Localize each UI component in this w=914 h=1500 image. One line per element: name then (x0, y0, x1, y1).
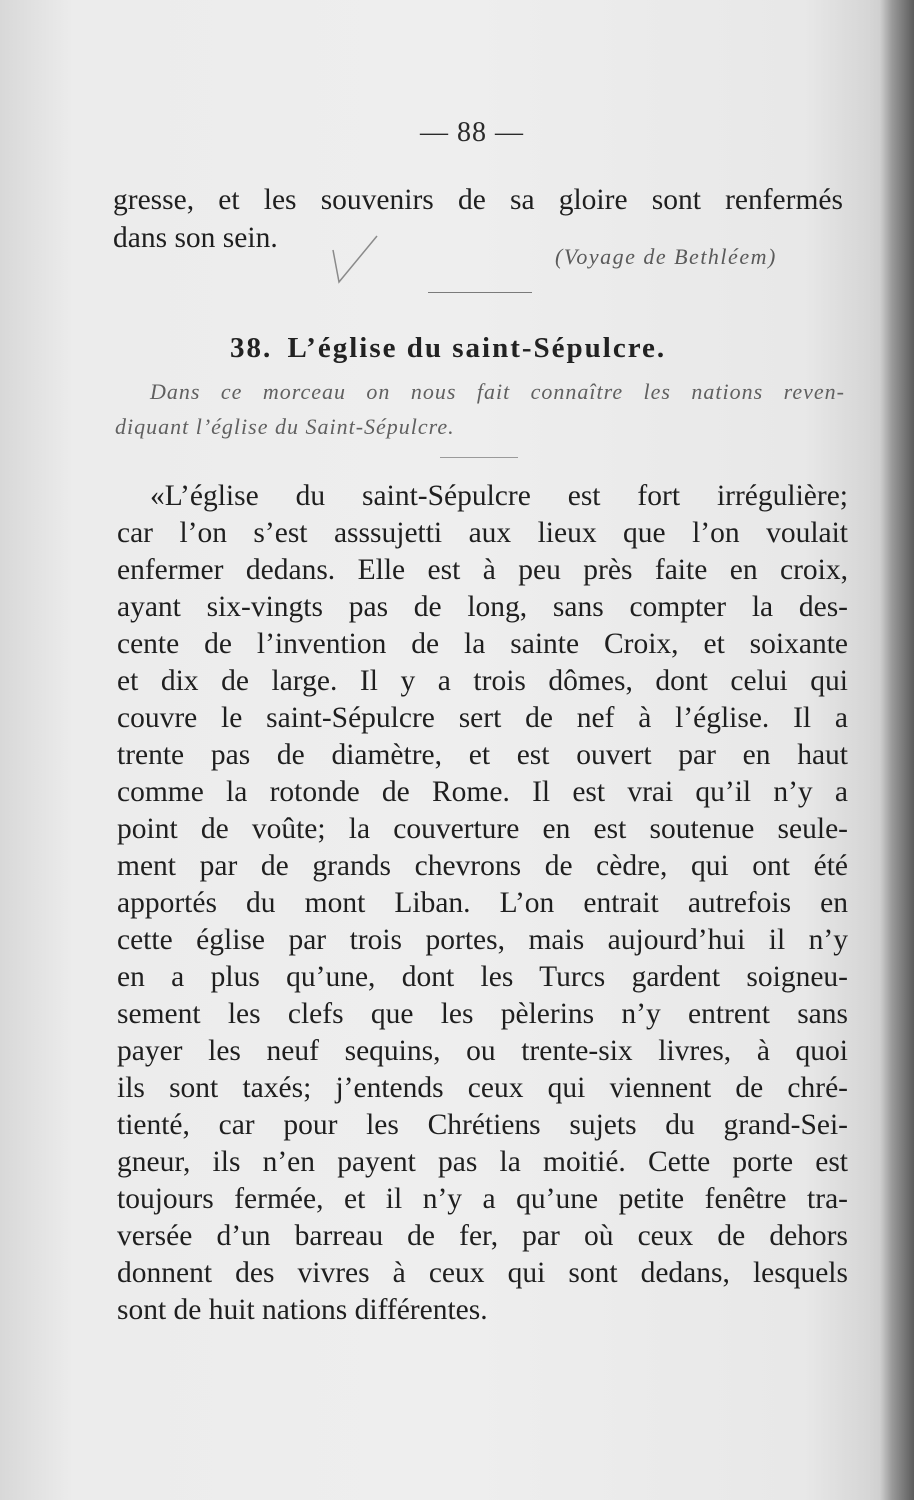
pencil-check-mark (325, 230, 385, 290)
continuation-line-1: gresse, et les souvenirs de sa gloire sont renfermés (113, 184, 843, 216)
body-line: car l’on s’est asssujetti aux lieux que l’on voulait (117, 517, 848, 549)
body-line: ment par de grands chevrons de cèdre, qui ont été (117, 850, 848, 882)
page-number: — 88 — (420, 117, 524, 148)
section-number: 38. (230, 332, 273, 364)
body-line: donnent des vivres à ceux qui sont dedans, lesquels (117, 1257, 848, 1289)
body-line: enfermer dedans. Elle est à peu près faite en croix, (117, 554, 848, 586)
body-line: payer les neuf sequins, ou trente-six livres, à quoi (117, 1035, 848, 1067)
body-line: sement les clefs que les pèlerins n’y entrent sans (117, 998, 848, 1030)
body-line: versée d’un barreau de fer, par où ceux de dehors (117, 1220, 848, 1252)
body-line: tienté, car pour les Chrétiens sujets du grand-Sei- (117, 1109, 848, 1141)
body-line: ayant six-vingts pas de long, sans compter la des- (117, 591, 848, 623)
body-line: apportés du mont Liban. L’on entrait autrefois en (117, 887, 848, 919)
body-line: sont de huit nations différentes. (117, 1294, 488, 1326)
section-heading (230, 332, 666, 365)
body-line: cette église par trois portes, mais aujourd’hui il n’y (117, 924, 848, 956)
body-line: toujours fermée, et il n’y a qu’une petite fenêtre tra- (117, 1183, 848, 1215)
body-line: «L’église du saint-Sépulcre est fort irrégulière; (150, 480, 848, 512)
body-line: ils sont taxés; j’entends ceux qui viennent de chré- (117, 1072, 848, 1104)
continuation-line-2: dans son sein. (113, 222, 278, 254)
body-line: comme la rotonde de Rome. Il est vrai qu’il n’y a (117, 776, 848, 808)
page-binding-edge (880, 0, 914, 1500)
section-title: L’église du saint-Sépulcre. (287, 332, 667, 364)
divider-rule-top (428, 292, 532, 293)
body-line: point de voûte; la couverture en est soutenue seule- (117, 813, 848, 845)
source-citation: (Voyage de Bethléem) (555, 244, 777, 269)
body-line: et dix de large. Il y a trois dômes, dont celui qui (117, 665, 848, 697)
body-line: couvre le saint-Sépulcre sert de nef à l’église. Il a (117, 702, 848, 734)
divider-rule-bottom (440, 457, 518, 458)
summary-line-1: Dans ce morceau on nous fait connaître les nations reven- (150, 379, 845, 404)
body-line: gneur, ils n’en payent pas la moitié. Cette porte est (117, 1146, 848, 1178)
body-line: cente de l’invention de la sainte Croix, et soixante (117, 628, 848, 660)
body-line: en a plus qu’une, dont les Turcs gardent soigneu- (117, 961, 848, 993)
body-line: trente pas de diamètre, et est ouvert par en haut (117, 739, 848, 771)
summary-line-2: diquant l’église du Saint-Sépulcre. (115, 414, 455, 439)
